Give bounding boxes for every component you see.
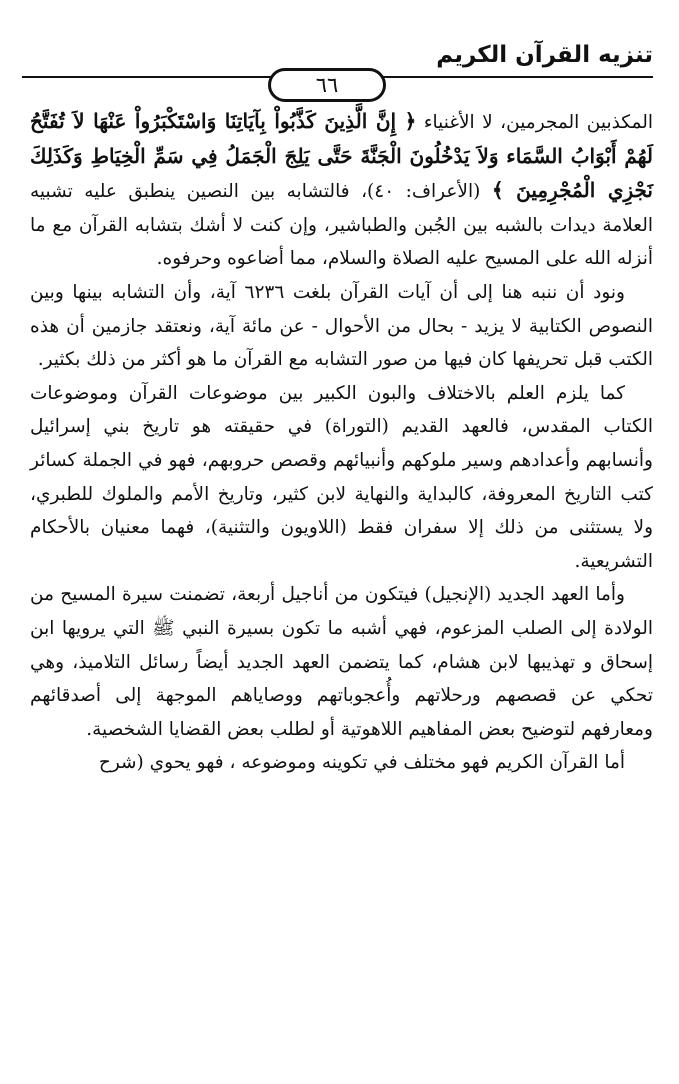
verse-citation: (الأعراف: ٤٠)، bbox=[361, 181, 481, 203]
paragraph-4: وأما العهد الجديد (الإنجيل) فيتكون من أناجيل أربعة، تضمنت سيرة المسيح من الولادة إلى الصلب المزعوم، فهي أشبه ما تكون بسيرة النبي ﷺ التي يرويها ابن إسحاق و تهذيبها لابن هشام، كما يتضمن العهد الجديد أيضاً رسائل التلاميذ، وهي تحكي عن قصصهم ورحلاتهم وأُعجوباتهم ووصاياهم الموجهة إلى أصدقائهم ومعارفهم لتوضيح بعض المفاهيم اللاهوتية أو لطلب بعض القضايا الشخصية. bbox=[30, 584, 653, 740]
paragraph-1 bbox=[30, 105, 653, 276]
paragraph-5: أما القرآن الكريم فهو مختلف في تكوينه وموضوعه ، فهو يحوي (شرح bbox=[98, 752, 625, 774]
running-title: تنزيه القرآن الكريم bbox=[436, 42, 653, 68]
paragraph-1-text: فالتشابه بين النصين ينطبق عليه تشبيه العلامة ديدات بالشبه بين الجُبن والطباشير، وإن كنت لا أشك بتشابه القرآن مع ما أنزله الله على المسيح عليه الصلاة والسلام، مما أضاعوه وحرفوه. bbox=[30, 181, 653, 270]
paragraph-3: كما يلزم العلم بالاختلاف والبون الكبير بين موضوعات القرآن وموضوعات الكتاب المقدس، فالعهد القديم (التوراة) في حقيقته هو تاريخ بني إسرائيل وأنسابهم وأعدادهم وسير ملوكهم وأنبيائهم وقصص حروبهم، فهو في الجملة كسائر كتب التاريخ المعروفة، كالبداية والنهاية لابن كثير، وتاريخ الأمم والملوك للطبري، ولا يستثنى من ذلك إلا سفران فقط (اللاويون والتثنية)، فهما معنيان بالأحكام التشريعية. bbox=[30, 382, 653, 572]
paragraph-2: ونود أن ننبه هنا إلى أن آيات القرآن بلغت ٦٢٣٦ آية، وأن التشابه بينها وبين النصوص الكتابية لا يزيد - بحال من الأحوال - عن مائة آية، ونعتقد جازمين أن هذه الكتب قبل تحريفها كان فيها من صور التشابه مع القرآن ما هو أكثر من ذلك بكثير. bbox=[30, 281, 653, 371]
page-number: ٦٦ bbox=[268, 68, 386, 102]
page-body bbox=[30, 105, 653, 780]
quran-verse: ﴿ إِنَّ الَّذِينَ كَذَّبُواْ بِآيَاتِنَا وَاسْتَكْبَرُواْ عَنْهَا لاَ تُفَتَّحُ لَهُمْ أَبْوَابُ السَّمَاء وَلاَ يَدْخُلُونَ الْجَنَّةَ حَتَّى يَلِجَ الْجَمَلُ فِي سَمِّ الْخِيَاطِ وَكَذَلِكَ نَجْزِي الْمُجْرِمِينَ ﴾ bbox=[30, 109, 654, 203]
paragraph-1-intro: المكذبين المجرمين، لا الأغنياء bbox=[423, 112, 653, 133]
